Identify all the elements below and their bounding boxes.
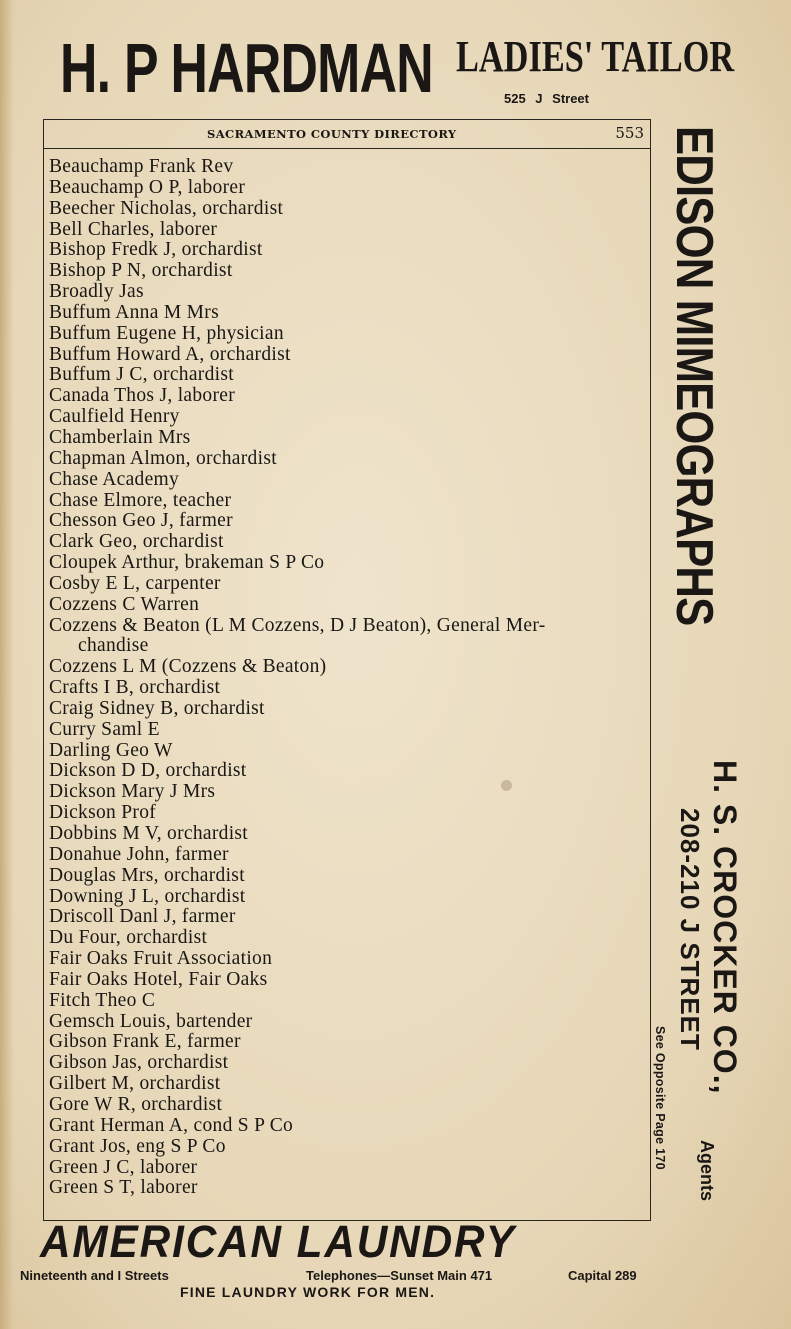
directory-entry: Chesson Geo J, farmer <box>49 510 233 532</box>
directory-title: SACRAMENTO COUNTY DIRECTORY <box>207 127 457 141</box>
directory-entry: Cosby E L, carpenter <box>49 572 221 594</box>
directory-entry: Green J C, laborer <box>49 1156 198 1178</box>
directory-entry: Cloupek Arthur, brakeman S P Co <box>49 552 325 574</box>
directory-entry: Buffum Howard A, orchardist <box>49 343 291 365</box>
see-opposite-page-note: See Opposite Page 170 <box>653 1026 667 1170</box>
directory-entry: Gibson Frank E, farmer <box>49 1031 241 1053</box>
directory-entry-continuation: chandise <box>78 635 149 657</box>
directory-entry: Driscoll Danl J, farmer <box>49 906 236 928</box>
laundry-capital-phone: Capital 289 <box>568 1268 637 1283</box>
directory-entry: Bishop P N, orchardist <box>49 260 233 282</box>
directory-entry: Buffum Anna M Mrs <box>49 301 219 323</box>
hardman-address: 525 J Street <box>504 91 589 106</box>
directory-entry: Du Four, orchardist <box>49 927 208 949</box>
hardman-name: H. P HARDMAN <box>60 29 433 107</box>
directory-entry: Chapman Almon, orchardist <box>49 447 277 469</box>
directory-entry: Clark Geo, orchardist <box>49 531 224 553</box>
directory-entry: Bishop Fredk J, orchardist <box>49 239 263 261</box>
crocker-company-name: H. S. CROCKER CO., <box>707 760 743 1095</box>
directory-entry: Gibson Jas, orchardist <box>49 1052 229 1074</box>
laundry-slogan: FINE LAUNDRY WORK FOR MEN. <box>180 1284 436 1300</box>
ladies-tailor-label: LADIES' TAILOR <box>456 32 735 81</box>
directory-entry: Beecher Nicholas, orchardist <box>49 197 284 219</box>
laundry-location: Nineteenth and I Streets <box>20 1268 169 1283</box>
directory-entry: Broadly Jas <box>49 281 144 303</box>
crocker-address: 208-210 J STREET <box>675 808 705 1051</box>
directory-entry: Darling Geo W <box>49 739 173 761</box>
directory-entry: Crafts I B, orchardist <box>49 677 221 699</box>
directory-entry: Cozzens L M (Cozzens & Beaton) <box>49 656 327 678</box>
directory-entry: Grant Herman A, cond S P Co <box>49 1114 294 1136</box>
directory-entry: Curry Saml E <box>49 718 160 740</box>
agents-label: Agents <box>697 1140 717 1202</box>
directory-entry: Dickson Prof <box>49 802 157 824</box>
directory-entry: Douglas Mrs, orchardist <box>49 864 245 886</box>
directory-entry: Buffum J C, orchardist <box>49 364 234 386</box>
directory-entry: Donahue John, farmer <box>49 843 229 865</box>
laundry-telephones: Telephones—Sunset Main 471 <box>306 1268 493 1283</box>
directory-entry: Caulfield Henry <box>49 406 180 428</box>
directory-entry: Buffum Eugene H, physician <box>49 322 284 344</box>
directory-entry: Bell Charles, laborer <box>49 218 218 240</box>
ink-spot <box>501 780 512 791</box>
directory-entry: Chase Academy <box>49 468 180 490</box>
directory-entry: Gilbert M, orchardist <box>49 1073 221 1095</box>
directory-entry: Grant Jos, eng S P Co <box>49 1135 226 1157</box>
directory-entry: Dobbins M V, orchardist <box>49 823 249 844</box>
hardman-advertisement <box>60 28 735 114</box>
directory-entry: Fair Oaks Hotel, Fair Oaks <box>49 968 268 990</box>
directory-entry: Fitch Theo C <box>49 989 156 1011</box>
directory-listing-frame <box>43 119 651 1221</box>
directory-entry: Fair Oaks Fruit Association <box>49 948 273 970</box>
directory-entry: Gore W R, orchardist <box>49 1093 223 1115</box>
directory-entry: Craig Sidney B, orchardist <box>49 697 265 719</box>
directory-entry: Chamberlain Mrs <box>49 426 191 448</box>
directory-entry: Beauchamp O P, laborer <box>49 176 246 198</box>
directory-entry: Green S T, laborer <box>49 1177 198 1199</box>
directory-entry: Dickson Mary J Mrs <box>49 781 216 803</box>
running-header <box>44 120 650 149</box>
page-number: 553 <box>615 124 644 142</box>
directory-entry: Chase Elmore, teacher <box>49 489 232 511</box>
directory-entry: Cozzens & Beaton (L M Cozzens, D J Beaton), General Mer- <box>49 614 546 636</box>
directory-entry: Beauchamp Frank Rev <box>49 156 234 177</box>
american-laundry-title: AMERICAN LAUNDRY <box>40 1216 516 1267</box>
edison-mimeographs-ad: EDISON MIMEOGRAPHS <box>665 126 723 626</box>
directory-entry: Dickson D D, orchardist <box>49 760 247 782</box>
directory-entry: Downing J L, orchardist <box>49 885 246 907</box>
directory-entry: Cozzens C Warren <box>49 593 200 615</box>
directory-entry: Canada Thos J, laborer <box>49 385 236 407</box>
directory-entries <box>49 157 649 1199</box>
directory-entry: Gemsch Louis, bartender <box>49 1010 253 1032</box>
